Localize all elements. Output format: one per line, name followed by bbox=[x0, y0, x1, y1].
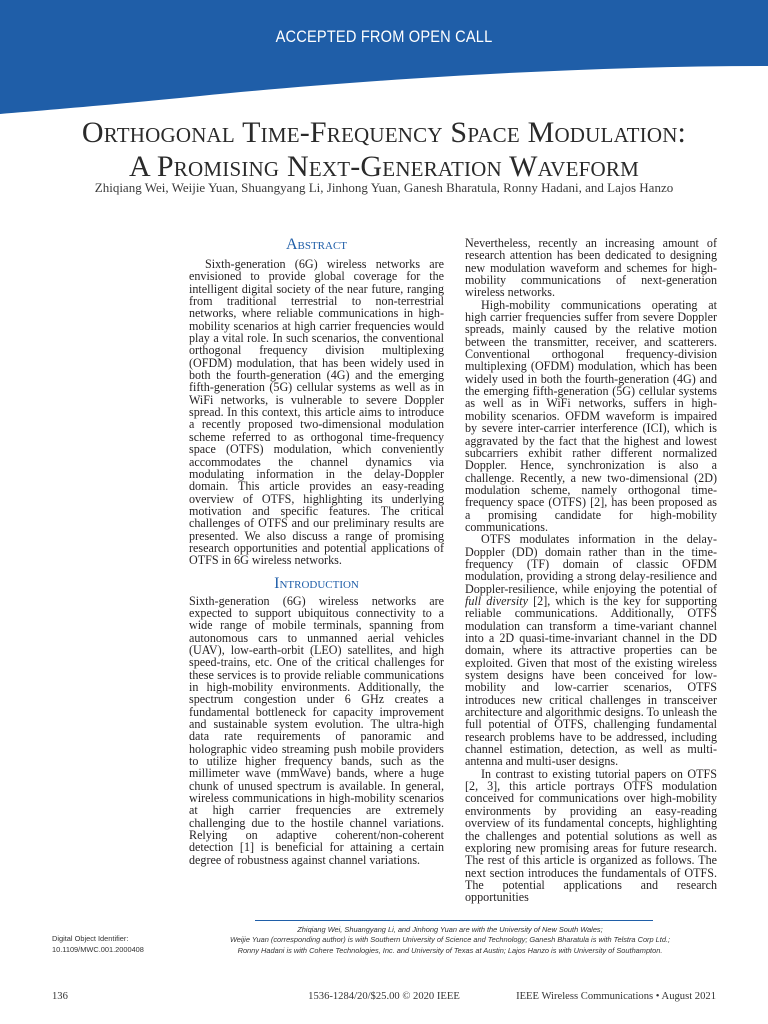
journal-issue: IEEE Wireless Communications • August 2021 bbox=[516, 991, 716, 1002]
footnote-line-1: Zhiqiang Wei, Shuangyang Li, and Jinhong Yuan are with the University of New South Wales; bbox=[297, 925, 603, 934]
abstract-heading: Abstract bbox=[285, 236, 348, 253]
banner-label: ACCEPTED FROM OPEN CALL bbox=[275, 27, 493, 46]
left-column bbox=[189, 236, 444, 866]
full-diversity-emphasis: full diversity bbox=[465, 593, 528, 608]
banner bbox=[0, 0, 768, 120]
doi-value: 10.1109/MWC.001.2000408 bbox=[52, 944, 144, 954]
page-number: 136 bbox=[52, 991, 68, 1002]
introduction-heading: Introduction bbox=[274, 574, 359, 592]
abstract-text: Sixth-generation (6G) wireless networks are envisioned to provide global coverage for the intelligent digital society of the near future, ranging from traditional terrestrial to non-terrestrial networks, where reliable communications in high-mobility scenarios at high carrier frequencies would play a vital role. In such scenarios, the conventional orthogonal frequency division multiplexing (OFDM) modulation, that has been widely used in both the fourth-generation (4G) and the emerging fifth-generation (5G) cellular systems as well as in WiFi networks, is vulnerable to severe Doppler spread. In this context, this article aims to introduce a recently proposed two-dimensional modulation scheme referred to as orthogonal time-frequency space (OTFS) modulation, which conveniently accommodates the channel dynamics via modulating information in the delay-Doppler domain. This article provides an easy-reading overview of OTFS, highlighting its underlying motivation and specific features. The critical challenges of OTFS and our preliminary results are presented. We also discuss a range of promising research opportunities and potential applications of OTFS in 6G wireless networks. bbox=[189, 257, 444, 568]
paragraph-4-text-end: [2], which is the key for supporting reliable communications. Additionally, OTFS modulation can transform a time-variant channel into a 2D quasi-time-invariant channel in the DD domain, where its attractive properties can be exploited. Given that most of the existing wireless system designs have been conceived for low-mobility and low-carrier scenarios, OTFS introduces new critical challenges in transceiver architecture and algorithmic designs. To unleash the full potential of OTFS, challenging fundamental research problems have to be addressed, including channel estimation, detection, as well as multi-antenna and multi-user designs. bbox=[465, 593, 718, 769]
doi-block bbox=[52, 934, 212, 955]
introduction-paragraph-3: High-mobility communications operating at high carrier frequencies suffer from severe Doppler spreads, mainly caused by the relative motion between the transmitter, receiver, and scatterers. Conventional orthogonal frequency-division multiplexing (OFDM) modulation, which has been widely used in both the fourth-generation (4G) and the emerging fifth-generation (5G) cellular systems as well as in WiFi networks, suffers in high-mobility scenarios. OFDM waveform is impaired by severe inter-carrier interference (ICI), which is aggravated by the fact that the highest and lowest subcarriers exhibit rather different normalized Doppler. Hence, synchronization is also a challenge. Recently, a new two-dimensional (2D) modulation scheme, namely orthogonal time-frequency space (OTFS) [2], has been proposed as a promising candidate for high-mobility communications. bbox=[465, 297, 717, 534]
author-list: Zhiqiang Wei, Weijie Yuan, Shuangyang Li, Jinhong Yuan, Ganesh Bharatula, Ronny Hadani, and Lajos Hanzo bbox=[94, 180, 674, 195]
introduction-paragraph-1: Sixth-generation (6G) wireless networks are expected to support ubiquitous connectivity to a wide range of mobile terminals, spanning from autonomous cars to unmanned aerial vehicles (UAV), low-earth-orbit (LEO) satellites, and high speed-trains, etc. One of the critical challenges for these services is to provide reliable communications in high-mobility environments. Additionally, the spectrum congestion under 6 GHz creates a fundamental bottleneck for capacity improvement and sustainable system evolution. The ultra-high data rate requirements of panoramic and holographic video streaming push mobile providers to utilize higher frequency bands, such as the millimeter wave (mmWave) bands, where a huge chunk of unused spectrum is available. In general, wireless communications in high-mobility scenarios at high carrier frequencies are extremely challenging due to the hostile channel variations. Relying on adaptive coherent/non-coherent detection [1] is beneficial for attaining a certain degree of robustness against channel variations. bbox=[189, 593, 444, 867]
banner-wave-shape bbox=[0, 0, 768, 120]
paper-title-line-1: Orthogonal Time-Frequency Space Modulation: bbox=[81, 116, 687, 149]
paper-title bbox=[0, 116, 768, 184]
footnote-divider bbox=[255, 920, 653, 921]
issn-copyright: 1536-1284/20/$25.00 © 2020 IEEE bbox=[308, 991, 460, 1002]
right-column bbox=[465, 237, 717, 904]
paragraph-4-text-start: OTFS modulates information in the delay-Doppler (DD) domain rather than in the time-frequency (TF) domain of classic OFDM modulation, providing a strong delay-resilience and Doppler-resilience, while enjoying the potential of bbox=[465, 532, 717, 596]
footnote-line-2: Weijie Yuan (corresponding author) is with Southern University of Science and Technology; Ganesh Bharatula is with Telstra Corp Ltd.; bbox=[229, 935, 671, 945]
introduction-paragraph-5: In contrast to existing tutorial papers on OTFS [2, 3], this article portrays OTFS modulation conceived for communications over high-mobility environments by providing an easy-reading overview of its fundamental concepts, highlighting the challenges and potential solutions as well as exploring new promising areas for future research. The rest of this article is organized as follows. The next section introduces the fundamentals of OTFS. The potential applications and research opportunities bbox=[465, 766, 717, 905]
introduction-paragraph-2: Nevertheless, recently an increasing amount of research attention has been dedicated to designing new modulation waveform and schemes for high-mobility communications of next-generation wireless networks. bbox=[465, 236, 717, 300]
footnote-line-3: Ronny Hadani is with Cohere Technologies, Inc. and University of Texas at Austin; Lajos Hanzo is with University of Southampton. bbox=[237, 945, 663, 955]
paper-title-line-2: A Promising Next-Generation Waveform bbox=[129, 150, 639, 183]
author-affiliations-footnote bbox=[175, 925, 725, 956]
introduction-paragraph-4 bbox=[465, 533, 717, 768]
doi-label: Digital Object Identifier: bbox=[52, 934, 129, 943]
